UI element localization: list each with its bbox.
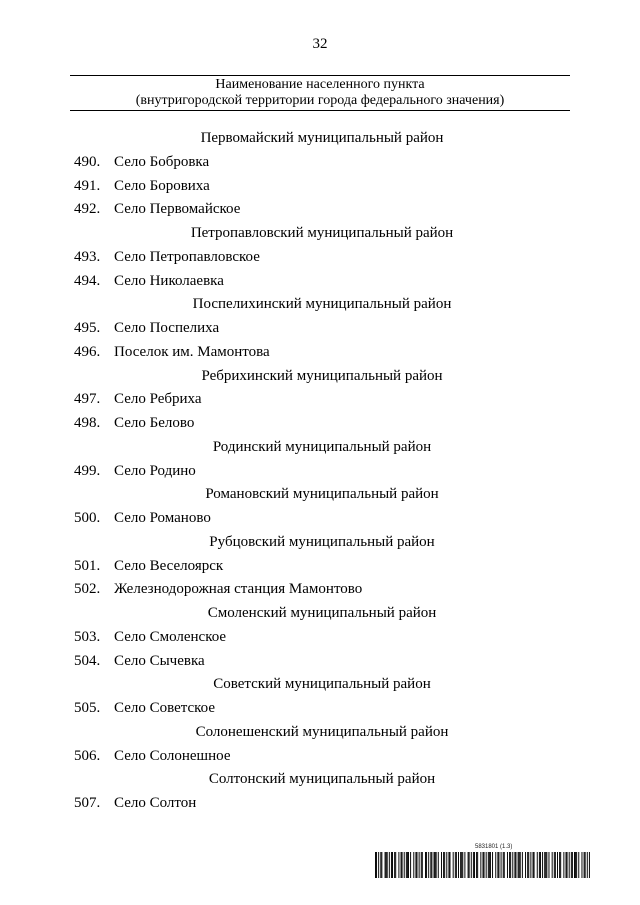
settlement-number: 490.	[74, 153, 101, 170]
settlement-name: Село Романово	[114, 510, 211, 526]
barcode-id: 5831801 (1.3)	[475, 844, 513, 850]
settlement-row	[0, 745, 640, 769]
barcode-icon	[375, 852, 590, 878]
settlement-list	[0, 127, 640, 816]
settlement-number: 493.	[74, 248, 101, 265]
settlement-name: Село Боровиха	[114, 177, 210, 194]
settlement-row	[0, 507, 640, 531]
settlement-number: 500.	[74, 510, 101, 526]
page-number: 32	[312, 36, 328, 52]
settlement-name: Село Сычевка	[114, 652, 205, 669]
settlement-name: Село Родино	[114, 462, 196, 479]
table-header	[70, 77, 570, 109]
settlement-row	[0, 246, 640, 270]
settlement-name: Село Поспелиха	[114, 320, 220, 336]
settlement-name: Село Петропавловское	[114, 248, 260, 265]
settlement-row	[0, 270, 640, 294]
settlement-number: 494.	[74, 272, 101, 289]
table-header-bottom-rule	[70, 110, 570, 111]
district-heading: Смоленский муниципальный район	[207, 605, 437, 621]
district-heading: Романовский муниципальный район	[205, 486, 439, 503]
settlement-name: Село Белово	[114, 415, 195, 431]
table-header-top-rule	[70, 75, 570, 76]
settlement-row	[0, 555, 640, 579]
district-heading: Поспелихинский муниципальный район	[192, 296, 452, 313]
settlement-number: 492.	[74, 201, 101, 218]
settlement-row	[0, 317, 640, 341]
settlement-number: 496.	[74, 343, 101, 360]
district-heading: Рубцовский муниципальный район	[209, 533, 435, 550]
settlement-row	[0, 792, 640, 816]
settlement-number: 502.	[74, 581, 101, 598]
district-heading: Петропавловский муниципальный район	[190, 225, 454, 241]
settlement-row	[0, 650, 640, 674]
settlement-name: Село Первомайское	[114, 201, 241, 218]
settlement-row	[0, 341, 640, 365]
settlement-number: 499.	[74, 462, 101, 479]
settlement-number: 498.	[74, 415, 101, 431]
district-heading: Солтонский муниципальный район	[208, 771, 436, 788]
settlement-number: 495.	[74, 320, 101, 336]
settlement-name: Село Советское	[114, 700, 216, 716]
district-heading: Солонешенский муниципальный район	[195, 723, 449, 740]
settlement-number: 503.	[74, 628, 101, 645]
settlement-name: Село Бобровка	[114, 153, 210, 170]
settlement-name: Поселок им. Мамонтова	[114, 343, 270, 360]
settlement-number: 507.	[74, 795, 101, 811]
settlement-number: 491.	[74, 177, 101, 194]
settlement-row	[0, 626, 640, 650]
settlement-row	[0, 412, 640, 436]
settlement-row	[0, 151, 640, 175]
settlement-number: 501.	[74, 557, 101, 574]
settlement-name: Село Николаевка	[114, 272, 224, 289]
district-heading: Ребрихинский муниципальный район	[201, 367, 443, 384]
district-heading: Советский муниципальный район	[213, 676, 431, 693]
settlement-row	[0, 198, 640, 222]
settlement-name: Село Солтон	[114, 795, 197, 811]
settlement-name: Железнодорожная станция Мамонтово	[114, 581, 363, 598]
settlement-row	[0, 460, 640, 484]
table-header-line-2: (внутригородской территории города федерального значения)	[135, 93, 505, 108]
settlement-number: 504.	[74, 652, 101, 669]
district-heading: Родинский муниципальный район	[212, 438, 432, 455]
settlement-name: Село Солонешное	[114, 747, 231, 764]
settlement-number: 506.	[74, 747, 101, 764]
table-header-line-1: Наименование населенного пункта	[215, 77, 425, 92]
settlement-row	[0, 578, 640, 602]
district-heading: Первомайский муниципальный район	[200, 130, 444, 146]
settlement-name: Село Веселоярск	[114, 557, 224, 574]
settlement-row	[0, 175, 640, 199]
settlement-number: 497.	[74, 391, 101, 408]
settlement-row	[0, 697, 640, 721]
settlement-number: 505.	[74, 700, 101, 716]
settlement-name: Село Ребриха	[114, 391, 202, 408]
settlement-row	[0, 388, 640, 412]
settlement-name: Село Смоленское	[114, 628, 227, 645]
